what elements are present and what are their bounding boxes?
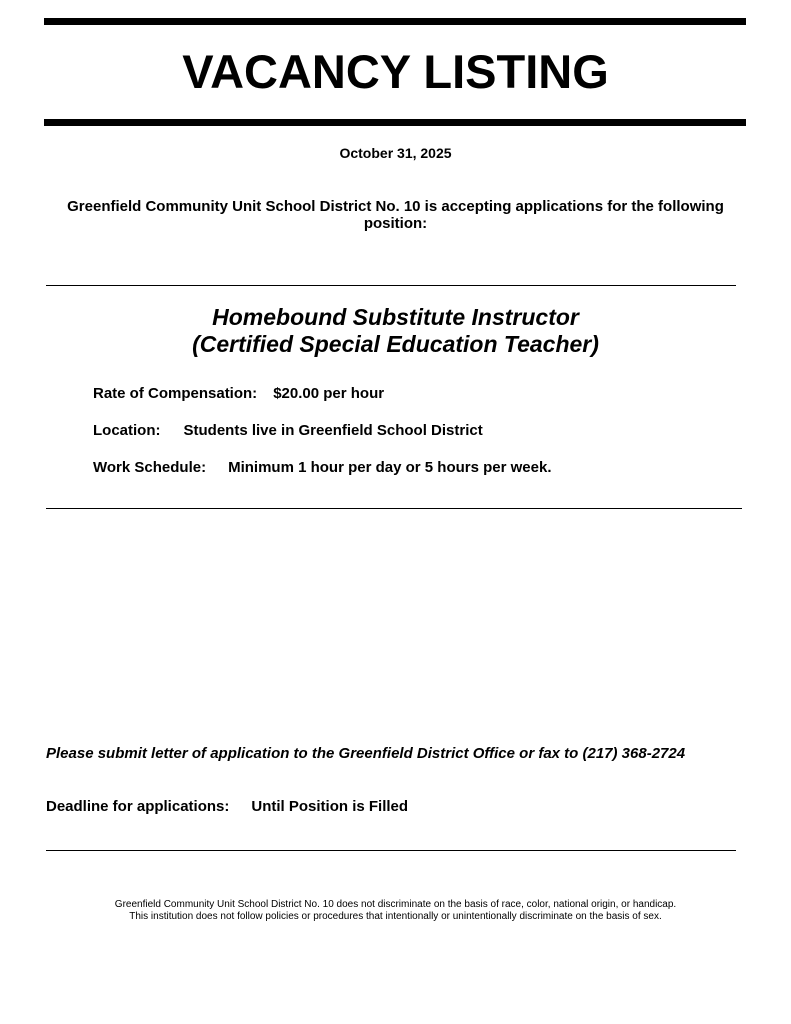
intro-line-2: position: [363,215,428,232]
detail-compensation [93,385,384,402]
detail-value: $20.00 per hour [273,385,385,402]
intro-line-1: Greenfield Community Unit School District No. 10 is accepting applications for the following [67,198,724,215]
application-deadline [46,798,408,815]
detail-value: Students live in Greenfield School District [183,422,483,439]
detail-label: Work Schedule: [93,459,207,476]
deadline-label: Deadline for applications: [46,798,230,815]
title-bottom-rule [44,119,746,126]
divider [46,285,736,286]
divider [46,508,742,509]
detail-work-schedule [93,459,552,476]
position-title: Homebound Substitute Instructor [212,304,579,330]
page-title: VACANCY LISTING [182,45,609,98]
submission-instructions: Please submit letter of application to the Greenfield District Office or fax to (217) 368-2724 [46,745,686,762]
divider [46,850,736,851]
detail-location [93,422,483,439]
top-heavy-rule [44,18,746,25]
nondiscrimination-line-1: Greenfield Community Unit School District No. 10 does not discriminate on the basis of race, color, national origin, or handicap. [114,899,677,910]
deadline-value: Until Position is Filled [251,798,409,815]
detail-label: Rate of Compensation: [93,385,258,402]
nondiscrimination-line-2: This institution does not follow policies or procedures that intentionally or unintentionally discriminate on the basis of sex. [129,911,662,922]
detail-value: Minimum 1 hour per day or 5 hours per week. [228,459,552,476]
position-subtitle: (Certified Special Education Teacher) [192,331,599,357]
detail-label: Location: [93,422,161,439]
posting-date: October 31, 2025 [339,145,452,161]
